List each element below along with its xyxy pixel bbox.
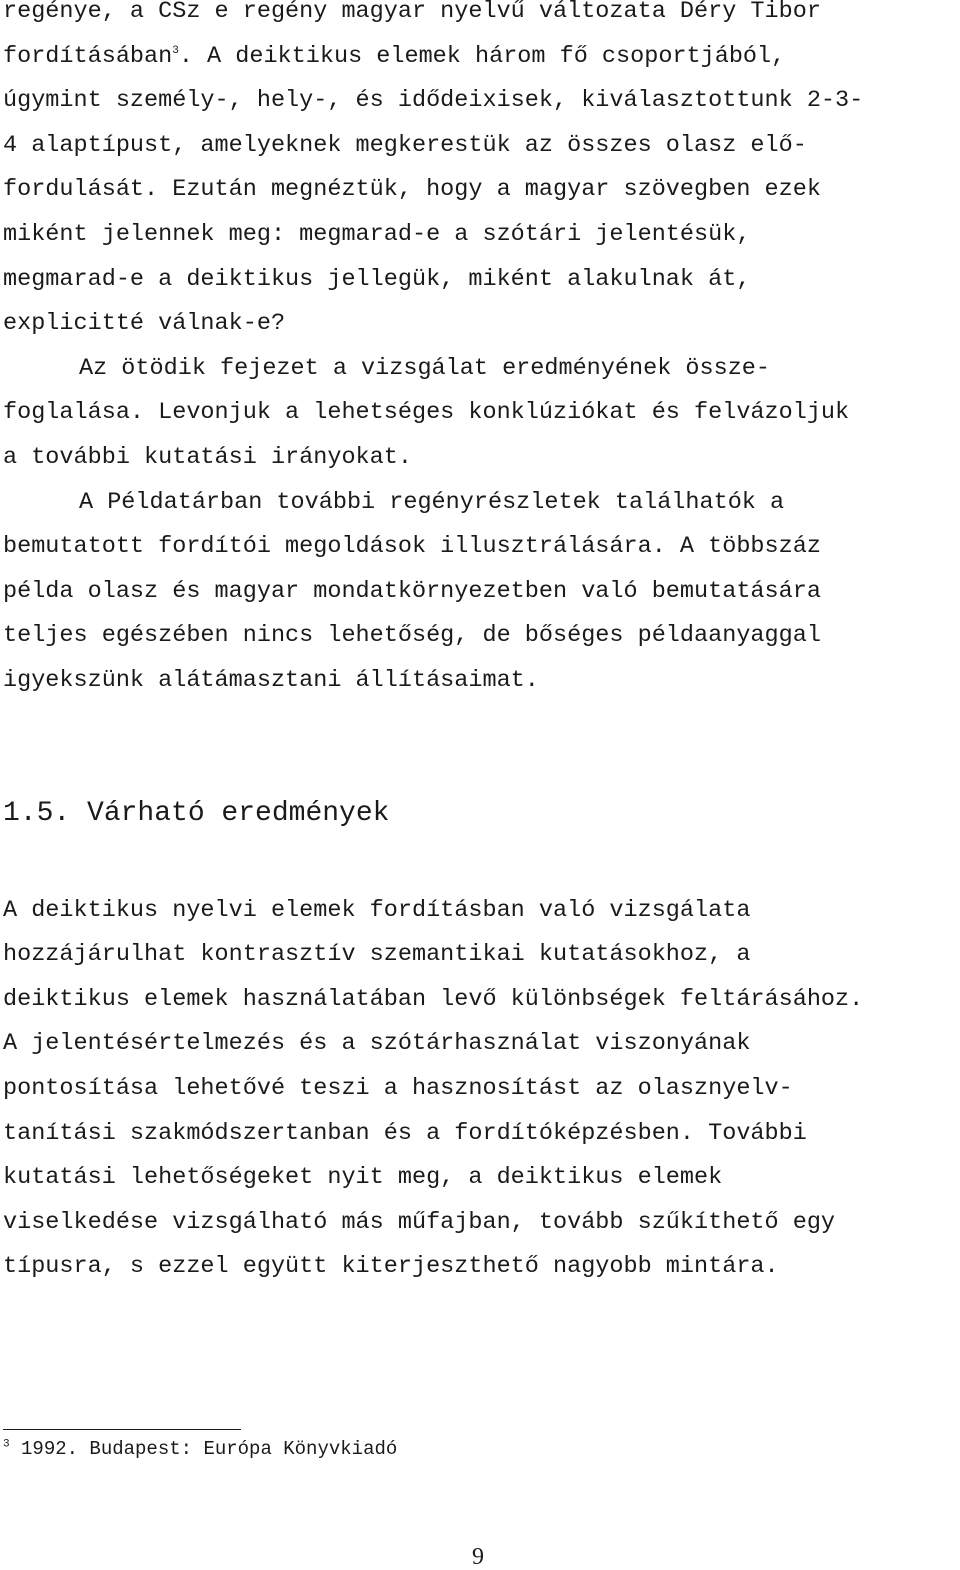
footnote-text: 1992. Budapest: Európa Könyvkiadó bbox=[9, 1438, 398, 1460]
footnote bbox=[3, 1440, 397, 1459]
body-line: példa olasz és magyar mondatkörnyezetben való bemutatására bbox=[3, 578, 821, 605]
body-line: hozzájárulhat kontrasztív szemantikai kutatásokhoz, a bbox=[3, 941, 751, 968]
body-line: típusra, s ezzel együtt kiterjeszthető nagyobb mintára. bbox=[3, 1253, 779, 1280]
body-line: igyekszünk alátámasztani állításaimat. bbox=[3, 667, 539, 694]
body-text: . A deiktikus elemek három fő csoportjából, bbox=[178, 43, 786, 70]
page-number: 9 bbox=[472, 1544, 484, 1570]
body-line: A Példatárban további regényrészletek találhatók a bbox=[79, 489, 785, 516]
body-line: megmarad-e a deiktikus jellegük, miként alakulnak át, bbox=[3, 266, 751, 293]
body-line bbox=[3, 45, 785, 69]
body-line: regénye, a CSz e regény magyar nyelvű változata Déry Tibor bbox=[3, 0, 821, 25]
body-line: foglalása. Levonjuk a lehetséges konklúziókat és felvázoljuk bbox=[3, 399, 850, 426]
body-line: A jelentésértelmezés és a szótárhasználat viszonyának bbox=[3, 1030, 751, 1057]
body-line: teljes egészében nincs lehetőség, de bőséges példaanyaggal bbox=[3, 622, 821, 649]
footnote-marker: 3 bbox=[3, 1438, 10, 1451]
section-heading: 1.5. Várható eredmények bbox=[3, 798, 390, 829]
body-line: a további kutatási irányokat. bbox=[3, 444, 412, 471]
body-text: fordításában bbox=[3, 43, 173, 70]
body-line: tanítási szakmódszertanban és a fordítóképzésben. További bbox=[3, 1120, 807, 1147]
body-line: kutatási lehetőségeket nyit meg, a deiktikus elemek bbox=[3, 1164, 723, 1191]
body-line: viselkedése vizsgálható más műfajban, tovább szűkíthető egy bbox=[3, 1209, 836, 1236]
body-line: bemutatott fordítói megoldások illusztrálására. A többszáz bbox=[3, 533, 821, 560]
body-line: 4 alaptípust, amelyeknek megkerestük az összes olasz elő- bbox=[3, 132, 807, 159]
body-line: fordulását. Ezután megnéztük, hogy a magyar szövegben ezek bbox=[3, 176, 821, 203]
body-line: miként jelennek meg: megmarad-e a szótári jelentésük, bbox=[3, 221, 751, 248]
body-line: explicitté válnak-e? bbox=[3, 310, 286, 337]
footnote-separator bbox=[3, 1429, 241, 1430]
footnote-reference: 3 bbox=[172, 45, 179, 58]
body-line: A deiktikus nyelvi elemek fordításban való vizsgálata bbox=[3, 897, 751, 924]
body-line: deiktikus elemek használatában levő különbségek feltárásához. bbox=[3, 986, 864, 1013]
body-line: pontosítása lehetővé teszi a hasznosítást az olasznyelv- bbox=[3, 1075, 793, 1102]
body-line: Az ötödik fejezet a vizsgálat eredményének össze- bbox=[79, 355, 771, 382]
body-line: úgymint személy-, hely-, és idődeixisek, kiválasztottunk 2-3- bbox=[3, 87, 864, 114]
